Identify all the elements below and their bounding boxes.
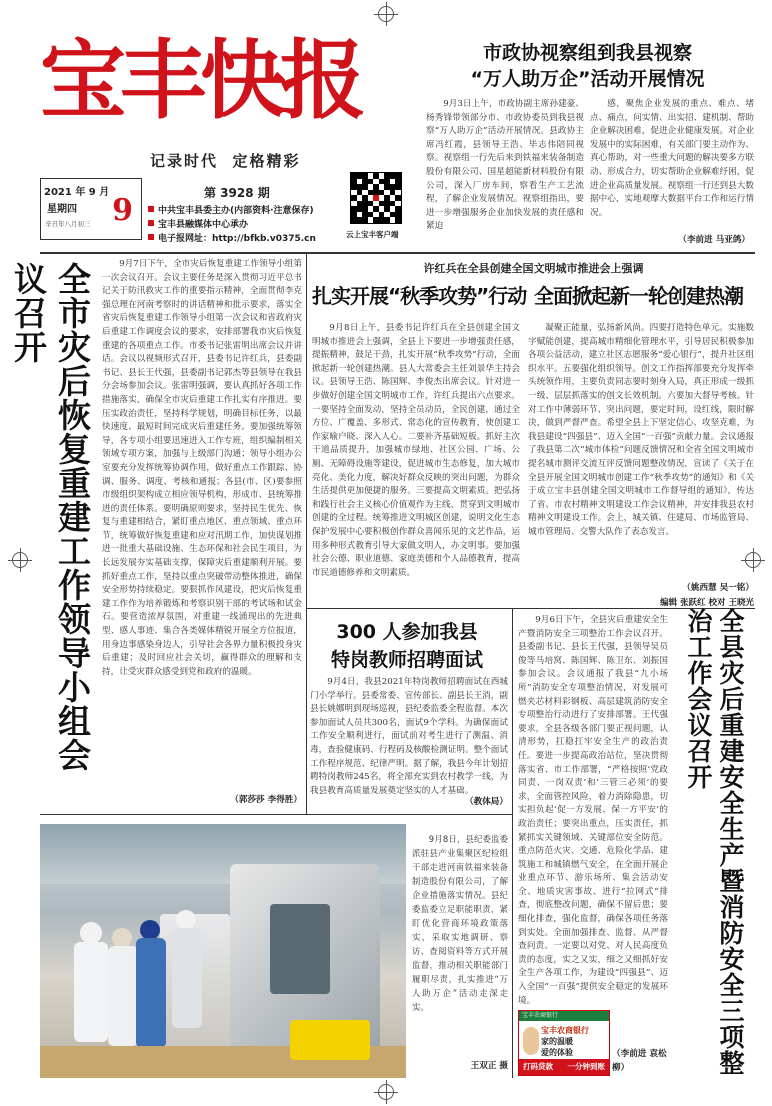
article-center-editors: 编辑 张跃红 校对 王晓光 (660, 598, 754, 608)
info-sponsor: 中共宝丰县委主办(内部资料·注意保存) (148, 204, 348, 218)
divider-photo (40, 814, 512, 815)
ad-figure-icon (523, 1027, 539, 1055)
date-year-month: 2021 年 9 月 (44, 187, 110, 198)
article-center-headline-right: 全面掀起新一轮创建热潮 (534, 284, 743, 308)
article-teacher-byline: （教体局） (465, 797, 508, 807)
ad-line3: 爱的体验 (541, 1048, 573, 1057)
article1-byline: （李前进 马亚鸽） (678, 235, 750, 245)
article-center-col1: 9月8日上午，县委书记许红兵在全县创建全国文明城市推进会上强调，全县上下要进一步增强责任感，提振精神，鼓足干劲，扎实开展“秋季攻势”行动，全面掀起新一轮创建热潮。县人大常委会主任刘景华主持会议。县领导王浩、陈国辉、李俊杰出席会议。针对进一步做好创建全国文明城市工作，许红兵提出六点要求。一要坚持全面发动，坚持全员动员，全民创建，通过全方位、广覆盖、多形式、常态化的宣传教育，使创建工作家喻户晓、深入人心。二要补齐基础短板。抓好主次干道品质提升，加强城市绿地、社区公园、广场、公厕、无障碍设施等建设，促进城市生态修复，加大城市亮化、美化力度，解决好群众反映的突出问题，为群众生活提供更加便捷的服务。三要提高文明素质。把弘扬和践行社会主义核心价值观作为主线，贯穿到文明城市创建的全过程。统筹推进文明城区创建，说明文化生态保护发展中心要积极创作群众喜闻乐见的文艺作品，运用多种形式教育引导大家做文明人，办文明事。要加强社会公德、职业道德、家庭美德和个人品德教育，提高市民道德修养和文明素质。 (312, 323, 520, 578)
bank-logo: 宝丰农商银行 (519, 1011, 609, 1021)
article-center-col2: 凝聚正能量，弘扬新风尚。四要打造特色单元。实施数字赋能创建，提高城市精细化管理水平，引导居民积极参加各项公益活动，建立社区志愿服务“爱心银行”，提升社区组织水平。五要强化组织领导。创文工作指挥部要充分发挥牵头统领作用，主要负责同志要时刻身入局，真正形成一级抓一级、层层抓落实的创文长效机制。六要加大督导考核。针对工作中薄弱环节、突出问题，要定时间，设红线，限时解决，做到严督严查。希望全县上下坚定信心、攻坚克难，为我县建设“四强县”、迈入全国“一百强”贡献力量。会议通报了我县第二次“城市体检”问题反馈情况和全省全国文明城市提名城市测评交流互评反馈问题整改情况，宣读了《关于在全县开展全国文明城市创建工作“秋季攻势”的通知》和《关于成立宝丰县创建全国文明城市工作督导组的通知》，传达了省、市农村精神文明建设工作会议精神，并安排我县农村精神文明建设工作。会上，城关镇、住建局、市场监管局、城市管理局、交警大队作了表态发言。 (528, 323, 754, 537)
ad-footer-right: 一分钟到账 (567, 1062, 605, 1071)
date-lunar: 辛丑年八月初三 (45, 220, 91, 228)
ad-line2: 家的温暖 (541, 1037, 573, 1046)
photo-byline: 王双正 摄 (470, 1061, 508, 1071)
divider-left-col (306, 254, 307, 814)
article-teacher-headline-line2: 特岗教师招聘面试 (330, 649, 483, 671)
ad-line1: 宝丰农商银行 (541, 1026, 589, 1035)
ad-footer (519, 1059, 609, 1075)
registration-mark-bottom (378, 1084, 394, 1100)
factory-inspection-photo (40, 824, 406, 1078)
article-safety-text-upper: 9月6日下午，全县灾后重建安全生产暨消防安全三项整治工作会议召开。县委副书记、县长王代强，县领导吴员俊等马培窝、陈国辉、陈卫东、刘振国参加会议。会议通报了我县“九小场所”消防安全专项整治情况，对发展可燃夹芯材料彩钢板、高层建筑消防安全专项整治行动进行了安排部署。王代强要求，全县各级各部门要正视问题，认清形势，扛稳扛牢安全生产的政治责任。要进一步提高政治站位，坚决贯彻落实省、市工作部署，“严格按照‘党政同责、一岗双责’和‘三管三必须’的要求，全面管控风险，着力消除隐患，切实担负起‘促一方发展、保一方平安’的政治责任；要突出重点，压实责任，抓紧抓实关键领域、关键部位安全防范。重点防范火灾、交通、危险化学品、建筑施工和城镇燃气安全，在全面开展企业重点环节、游乐场所、集会活动安全、地质灾害事故、进行“拉网式”排查，彻底整改问题，确保不留后患；要细化排查，强化监督，确保各项任务落到实处。全面加强排查、监督、从严督查问责。一定要以对党、对人民高度负责的态度，实之又实，细之又细抓好安全生产各项工作，为建设“四强县”、迈入全国“一百强”提供安全稳定的发展环境。 (518, 615, 668, 1006)
date-weekday: 星期四 (47, 204, 77, 215)
registration-mark-left (12, 552, 28, 568)
article-teacher-text: 9月4日，我县2021年特岗教师招聘面试在西城门小学举行。县委常委、宣传部长、副县长王消，副县长姚娜明到现场巡视，县纪委监委全程监督。本次参加面试人员共300名，面试9个学科。为确保面试工作安全顺利进行，面试前对考生进行了测温、消毒，查验健康码、行程码及核酸检测证明。整个面试工作程序规范、纪律严明。据了解，我县今年计划招聘特岗教师245名，将全部充实到农村教学一线，为我县教育高质量发展奠定坚实的人才基础。 (310, 677, 508, 796)
article1-headline-line2: “万人助万企”活动开展情况 (470, 68, 705, 90)
article-left-headline: 全市灾后恢复重建工作领导小组会议召开 (9, 262, 92, 772)
article-center-headline-left: 扎实开展“秋季攻势”行动 (312, 284, 527, 308)
article-center-kicker: 许红兵在全县创建全国文明城市推进会上强调 (423, 262, 644, 275)
article1-col1: 9月3日上午，市政协副主席孙建豪、杨秀锋带领部分市、市政协委员到我县视察“万人助万企”活动开展情况。县政协主席冯红霞，县领导王浩、毕志伟陪同视察。视察组一行先后来到铁福来装备制造股份有限公司、国星超能新材料股份有限公司，深入厂房车间，察看生产工艺流程，了解企业发展情况。视察组指出，要进一步增强服务企业加快发展的责任感和紧迫 (426, 99, 584, 232)
divider-top (40, 252, 755, 254)
date-day: 9 (112, 193, 133, 228)
article1-col2: 感，聚焦企业发展的重点、难点、堵点、痛点，问实情、出实招、建机制、帮助企业解决困难，促进企业健康发展。对企业发展中的实际困难，有关部门要主动作为、真心帮助，对一些重大问题的解决要多方联动、形成合力，切实帮助企业解难纾困，促进企业高质量发展。视察组一行还到县大数据中心，实地观摩大数据平台工作和运行情况。 (590, 99, 754, 218)
article-teacher-headline-line1: 300 人参加我县 (336, 621, 478, 643)
bank-ad (518, 1010, 610, 1076)
article-left-text: 9月7日下午，全市灾后恢复重建工作领导小组第一次会议召开。会议主要任务是深入贯彻习近平总书记关于防汛救灾工作的重要指示精神，全面贯彻李克强总理在河南考察时的讲话精神和批示要求，落实全省灾后恢复重建工作领导小组第一次会议和省政府灾后重建工作调度会议的要求，安排部署我市灾后恢复重建的各项重点工作。市委书记张雷明出席会议并讲话。会议以视频形式召开，县委书记许红兵，县委副书记、县长王代强，县委副书记郭杰等县领导在我县分会场参加会议。张雷明强调，要认真抓好各项工作措施落实，确保全市灾后重建工作扎实有序推进。要压实政治责任，坚持科学规划，明确目标任务，以最快速度、最短时间完成灾后重建任务。要加强统筹领导，各专项小组要迅速进入工作专班，组织编制相关领域专项方案，加强与上级部门沟通；领导小组办公室要充分发挥统筹协调作用，做好重点工作跟踪、协调、服务、调度、考核和通报；各县(市、区)要参照市级组织架构成立相应领导机构，形成市、县统筹推进的责任体系。要明确原则要求，坚持民生优先、恢复与重建相结合，紧盯重点地区、重点领域、重点环节，统筹做好恢复重建和应对汛期工作，加快谋划推进一批重大基础设施、生态环保和社会民生项目，为长远发展夯实基础支撑，保障灾后重建顺利开展。要抓好重点工作，坚持以重点突破带动整体推进，确保安全形势持续稳定。要狠抓作风建设，把灾后恢复重建工作作为培养锻炼和考察识别干部的考试场和试金石。要营造浓厚氛围，对重建一线涌现出的先进典型、感人事迹、集合各类媒体精锐开展全方位报道，用身边事感染身边人，引导社会各界力量积极投身灾后重建；及时回应社会关切，赢得群众的理解和支持，让受灾群众感受到党和政府的温暖。 (102, 259, 302, 677)
registration-mark-top (378, 6, 394, 22)
article-teacher-headline (312, 618, 502, 674)
masthead-info (148, 204, 348, 246)
article-safety-headline: 全县灾后重建安全生产暨消防安全三项整治工作会议召开 (684, 608, 745, 1076)
article1-headline (420, 40, 755, 92)
qr-caption: 云上宝丰客户端 (346, 230, 399, 239)
ad-footer-left: 打码贷款 (523, 1062, 553, 1071)
qr-code-icon (350, 172, 402, 224)
article1-headline-line1: 市政协视察组到我县视察 (482, 42, 692, 64)
masthead-title: 宝丰快报 (40, 30, 360, 131)
divider-right-col (512, 608, 513, 1078)
date-box (40, 178, 142, 240)
info-website: 电子报网址：http://bfkb.v0375.cn (148, 232, 348, 246)
photo-caption: 9月8日，县纪委监委派驻县产业集聚区纪检组干部走进河南铁福来装备制造股份有限公司，了解企业措施落实情况。县纪委监委立足职能职责，紧盯优化营商环境政策落实，采取实地调研、察访、查阅资料等方式开展监督，推动相关职能部门履职尽责，扎实推进“万人助万企”活动走深走实。 (412, 834, 508, 1012)
article-center-byline: （姚西慧 吴一铭） (682, 583, 754, 593)
info-organizer: 宝丰县融媒体中心承办 (148, 218, 348, 232)
article-safety-byline: （李前进 袁松柳） (612, 1049, 667, 1073)
issue-number: 第 3928 期 (204, 186, 270, 200)
ad-slogan (541, 1025, 607, 1058)
article-left-byline: （郭莎莎 李得胜） (230, 795, 302, 805)
masthead-slogan: 记录时代 定格精彩 (150, 152, 301, 170)
